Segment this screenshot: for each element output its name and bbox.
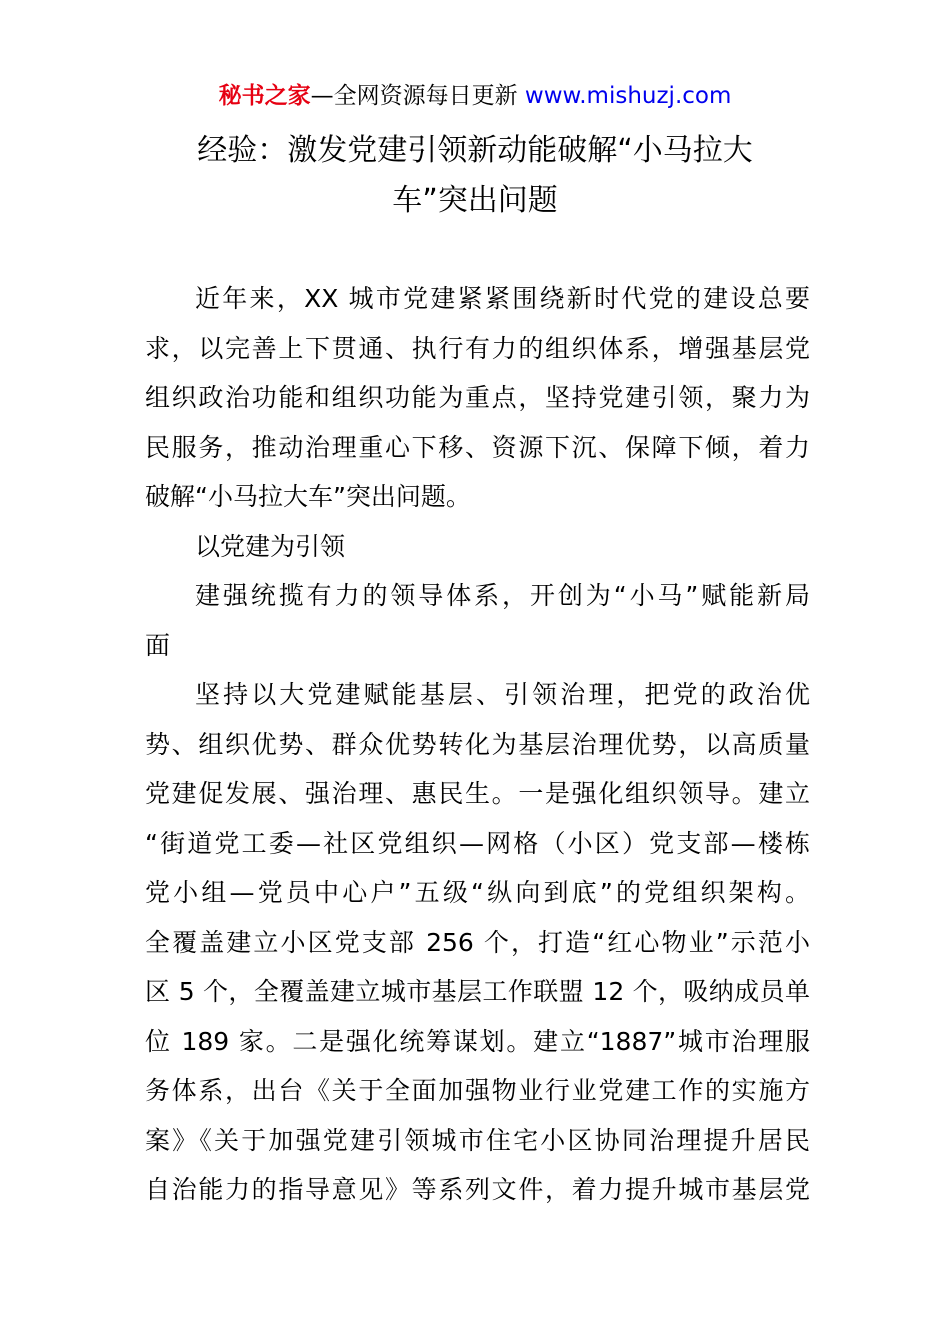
paragraph-line: 位 189 家。二是强化统筹谋划。建立“1887”城市治理服 <box>145 1026 810 1056</box>
title-line: 车”突出问题 <box>392 183 558 218</box>
site-url-link[interactable]: www.mishuzj.com <box>524 83 732 109</box>
header-dash: — <box>310 83 334 109</box>
paragraph-line: 全覆盖建立小区党支部 256 个，打造“红心物业”示范小 <box>145 927 810 957</box>
document-title <box>140 126 810 226</box>
paragraph-line: 党小组—党员中心户”五级“纵向到底”的党组织架构。 <box>145 878 810 907</box>
paragraph-line: 区 5 个，全覆盖建立城市基层工作联盟 12 个，吸纳成员单 <box>145 977 810 1006</box>
subheading-line: 面 <box>145 630 171 660</box>
section-heading: 以党建为引领 <box>195 531 346 561</box>
paragraph-line: 自治能力的指导意见》等系列文件，着力提升城市基层党 <box>145 1175 810 1204</box>
paragraph-line: 党建促发展、强治理、惠民生。一是强化组织领导。建立 <box>145 779 810 808</box>
title-line: 经验：激发党建引领新动能破解“小马拉大 <box>197 133 753 168</box>
paragraph-line: 案》《关于加强党建引领城市住宅小区协同治理提升居民 <box>145 1125 810 1155</box>
header-tagline: 全网资源每日更新 <box>333 83 525 109</box>
paragraph-line: 民服务，推动治理重心下移、资源下沉、保障下倾，着力 <box>145 432 810 462</box>
site-header <box>0 80 950 112</box>
site-brand: 秘书之家 <box>218 83 311 109</box>
paragraph-line: 求，以完善上下贯通、执行有力的组织体系，增强基层党 <box>145 333 810 363</box>
paragraph-line: 坚持以大党建赋能基层、引领治理，把党的政治优 <box>195 680 810 709</box>
paragraph-line: 破解“小马拉大车”突出问题。 <box>145 482 471 511</box>
subheading-line: 建强统揽有力的领导体系，开创为“小马”赋能新局 <box>195 581 810 610</box>
paragraph-line: 组织政治功能和组织功能为重点，坚持党建引领，聚力为 <box>145 383 810 412</box>
paragraph-line: “街道党工委—社区党组织—网格（小区）党支部—楼栋 <box>145 828 810 858</box>
paragraph-line: 务体系，出台《关于全面加强物业行业党建工作的实施方 <box>145 1076 810 1105</box>
document-body <box>145 274 810 1215</box>
paragraph-line: 势、组织优势、群众优势转化为基层治理优势，以高质量 <box>145 729 810 759</box>
paragraph-line: 近年来，XX 城市党建紧紧围绕新时代党的建设总要 <box>195 284 810 313</box>
